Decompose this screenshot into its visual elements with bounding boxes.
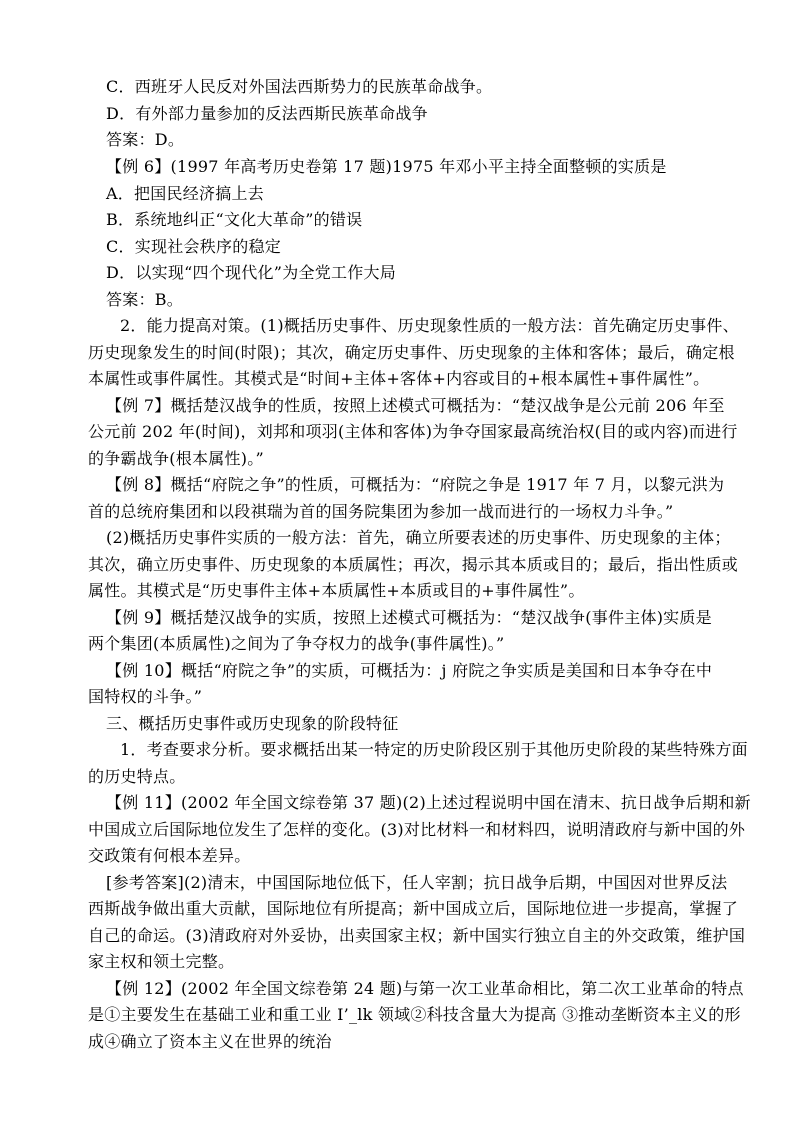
text-line: 属性。其模式是“历史事件主体+本质属性+本质或目的+事件属性”。 (88, 581, 585, 600)
text-line: 答案：D。 (106, 130, 185, 149)
section-heading: 三、概括历史事件或历史现象的阶段特征 (106, 714, 399, 733)
text-line: 国特权的斗争。” (88, 687, 203, 706)
text-line: 交政策有何根本差异。 (88, 846, 251, 865)
text-line: C．西班牙人民反对外国法西斯势力的民族革命战争。 (106, 77, 493, 96)
text-line: 是①主要发生在基础工业和重工业 I’_lk 领域②科技含量大为提高 ③推动垄断资本主义的形 (88, 1005, 741, 1024)
text-line: 【例 6】(1997 年高考历史卷第 17 题)1975 年邓小平主持全面整顿的实质是 (106, 157, 667, 176)
text-line: 西斯战争做出重大贡献，国际地位有所提高；新中国成立后，国际地位进一步提高，掌握了 (88, 899, 739, 918)
text-line: 2．能力提高对策。(1)概括历史事件、历史现象性质的一般方法：首先确定历史事件、 (120, 316, 739, 335)
text-line: 自己的命运。(3)清政府对外妥协，出卖国家主权；新中国实行独立自主的外交政策，维护国 (88, 926, 746, 945)
text-line: 【例 7】概括楚汉战争的性质，按照上述模式可概括为：“楚汉战争是公元前 206 年至 (106, 396, 725, 415)
text-line: 的争霸战争(根本属性)。” (88, 449, 264, 468)
text-line: 答案：B。 (106, 290, 184, 309)
text-line: A．把国民经济搞上去 (106, 184, 265, 203)
text-line: 两个集团(本质属性)之间为了争夺权力的战争(事件属性)。” (88, 634, 505, 653)
text-line: 成④确立了资本主义在世界的统治 (88, 1032, 332, 1051)
text-line: B．系统地纠正“文化大革命”的错误 (106, 210, 363, 229)
text-line: 历史现象发生的时间(时限)；其次，确定历史事件、历史现象的主体和客体；最后，确定根 (88, 343, 735, 362)
text-line: D．有外部力量参加的反法西斯民族革命战争 (106, 104, 428, 123)
text-line: 首的总统府集团和以段祺瑞为首的国务院集团为参加一战而进行的一场权力斗争。” (88, 502, 674, 521)
text-line: 【例 10】概括“府院之争”的实质，可概括为：j 府院之争实质是美国和日本争夺在中 (106, 661, 713, 680)
text-line: 1．考查要求分析。要求概括出某一特定的历史阶段区别于其他历史阶段的某些特殊方面 (120, 740, 748, 759)
text-line: C．实现社会秩序的稳定 (106, 237, 281, 256)
text-line: 公元前 202 年(时间)，刘邦和项羽(主体和客体)为争夺国家最高统治权(目的或内容)而进行 (88, 422, 738, 441)
text-line: 其次，确立历史事件、历史现象的本质属性；再次，揭示其本质或目的；最后，指出性质或 (88, 555, 739, 574)
text-line: D．以实现“四个现代化”为全党工作大局 (106, 263, 396, 282)
text-line: (2)概括历史事件实质的一般方法：首先，确立所要表述的历史事件、历史现象的主体； (106, 528, 731, 547)
text-line: 【例 12】(2002 年全国文综卷第 24 题)与第一次工业革命相比，第二次工业革命的特点 (106, 979, 744, 998)
text-line: 家主权和领土完整。 (88, 952, 235, 971)
text-line: [参考答案](2)清末，中国国际地位低下，任人宰割；抗日战争后期，中国因对世界反法 (106, 873, 728, 892)
text-line: 本属性或事件属性。其模式是“时间+主体+客体+内容或目的+根本属性+事件属性”。 (88, 369, 710, 388)
text-line: 【例 9】概括楚汉战争的实质，按照上述模式可概括为：“楚汉战争(事件主体)实质是 (106, 608, 712, 627)
text-line: 【例 8】概括“府院之争”的性质，可概括为：“府院之争是 1917 年 7 月，以黎元洪为 (106, 475, 725, 494)
text-line: 中国成立后国际地位发生了怎样的变化。(3)对比材料一和材料四，说明清政府与新中国的外 (88, 820, 746, 839)
text-line: 的历史特点。 (88, 767, 186, 786)
text-line: 【例 11】(2002 年全国文综卷第 37 题)(2)上述过程说明中国在清末、抗日战争后期和新 (106, 793, 751, 812)
